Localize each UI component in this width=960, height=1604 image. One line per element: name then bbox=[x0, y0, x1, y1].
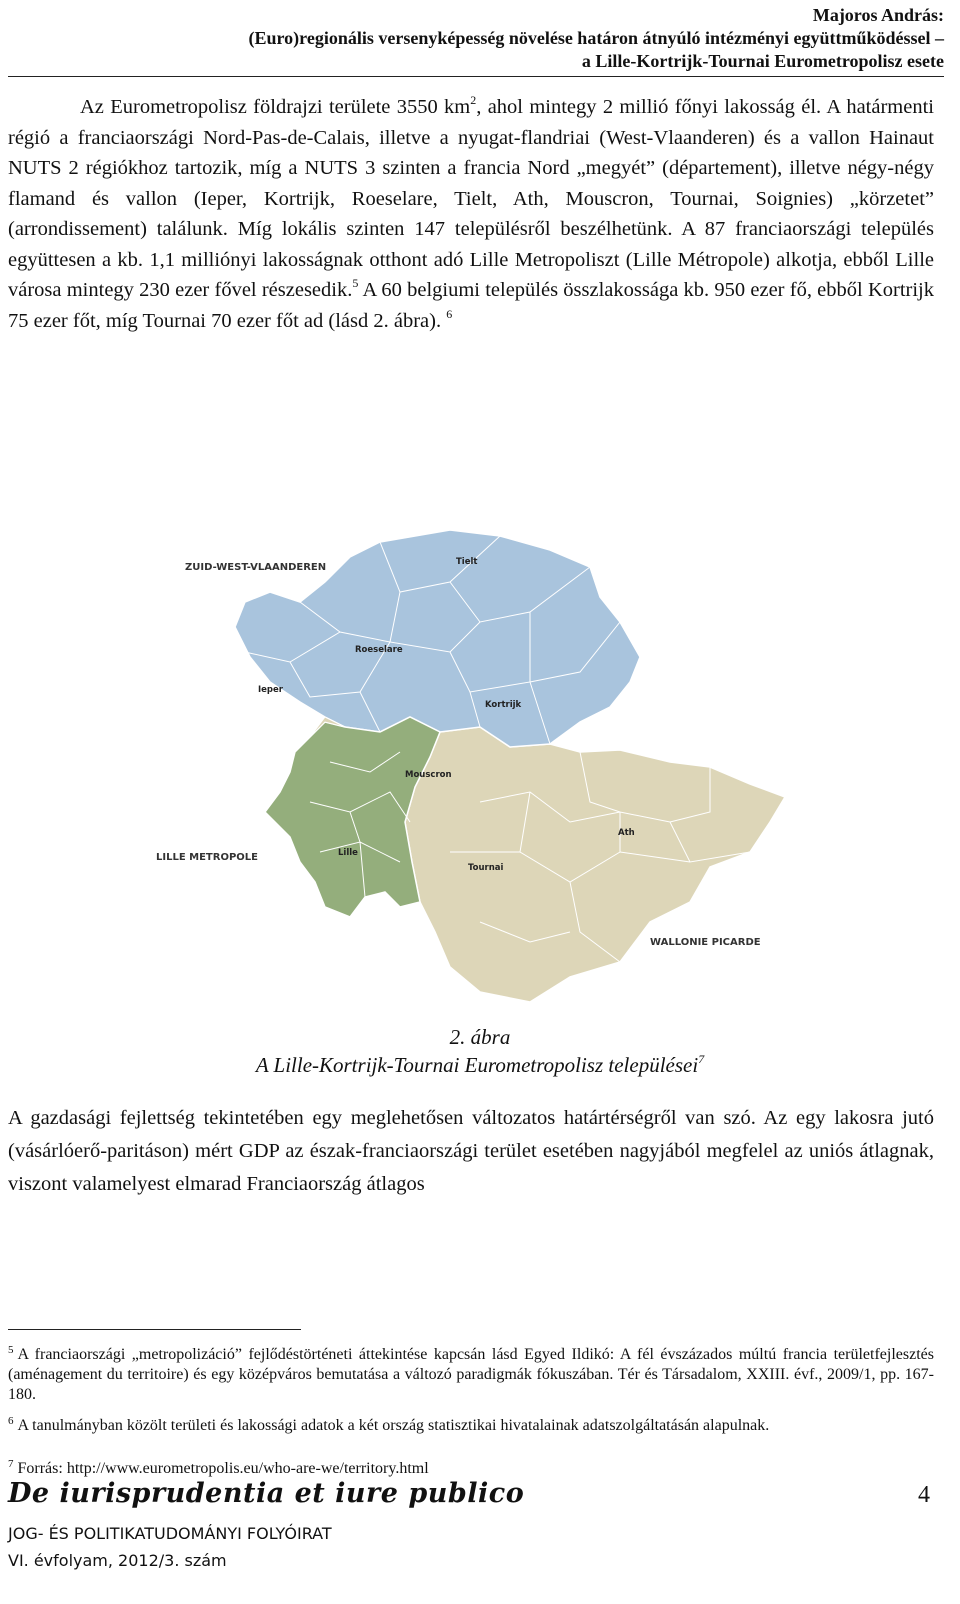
label-zuid-west-vlaanderen: ZUID-WEST-VLAANDEREN bbox=[185, 562, 327, 573]
label-roeselare: Roeselare bbox=[355, 645, 403, 655]
journal-volume: VI. évfolyam, 2012/3. szám bbox=[8, 1551, 227, 1570]
paragraph-text: Az Eurometropolisz földrajzi területe 3550 km bbox=[80, 96, 471, 118]
region-wallonie-picarde bbox=[405, 727, 785, 1002]
figure-title-text: A Lille-Kortrijk-Tournai Eurometropolisz települései bbox=[255, 1053, 699, 1077]
paragraph-territory bbox=[8, 92, 934, 336]
footnote-text: A franciaországi „metropolizáció” fejlődéstörténeti áttekintése kapcsán lásd Egyed Ildikó: A fél évszázados múltú francia területfejlesztés (aménagement du territoire) és egy középváros bemutatása a változó paradigmák fókuszában. Tér és Társadalom, XXIII. évf., 2009/1, pp. 167-180. bbox=[8, 1346, 934, 1403]
header-author: Majoros András: bbox=[812, 5, 944, 25]
header-rule bbox=[8, 76, 944, 77]
figure-number: 2. ábra bbox=[449, 1025, 511, 1049]
header-title-line1: (Euro)regionális versenyképesség növelése határon átnyúló intézményi együttműködéssel – bbox=[248, 28, 944, 48]
label-tournai: Tournai bbox=[468, 863, 504, 873]
footnote-ref-7[interactable]: 7 bbox=[698, 1052, 705, 1066]
label-mouscron: Mouscron bbox=[405, 770, 452, 780]
footnote-ref-5[interactable]: 5 bbox=[352, 276, 359, 290]
label-ath: Ath bbox=[618, 828, 635, 838]
paragraph-text: , ahol mintegy 2 millió főnyi lakosság él. A határmenti régió a franciaországi Nord-Pas-de-Calais, illetve a nyugat-flandriai (West-Vlaanderen) és a vallon Hainaut NUTS 2 régiókhoz tartozik, míg a NUTS 3 szinten a francia Nord „megyét” (département), illetve négy-négy flamand és vallon (Ieper, Kortrijk, Roeselare, Tielt, Ath, Mouscron, Tournai, Soignies) „körzetet” (arrondissement) találunk. Míg lokális szinten 147 településről beszélhetünk. A 87 franciaországi település együttesen a kb. 1,1 milliónyi lakosságnak otthont adó Lille Metropoliszt (Lille Métropole) alkotja, ebből Lille városa mintegy 230 ezer fővel részesedik. bbox=[8, 96, 934, 301]
paragraph-gdp: A gazdasági fejlettség tekintetében egy meglehetősen változatos határtérségről van szó. Az egy lakosra jutó (vásárlóerő-paritáson) mért GDP az észak-franciaországi terület esetében nagyjából megfelel az uniós átlagnak, viszont valamelyest elmarad Franciaország átlagos bbox=[8, 1107, 934, 1195]
label-ieper: Ieper bbox=[258, 685, 283, 695]
footnote-5 bbox=[8, 1340, 934, 1405]
paragraph-text: A 60 belgiumi település összlakossága kb. 950 ezer fő, ebből Kortrijk 75 ezer főt, míg Tournai 70 ezer főt ad (lásd 2. ábra). bbox=[8, 279, 935, 332]
footnote-mark: 6 bbox=[8, 1415, 14, 1427]
footnote-6 bbox=[8, 1411, 934, 1436]
footnote-mark: 5 bbox=[8, 1344, 14, 1356]
label-lille: Lille bbox=[338, 848, 358, 858]
figure-title bbox=[0, 1052, 960, 1078]
footnote-rule bbox=[8, 1329, 301, 1330]
label-tielt: Tielt bbox=[456, 557, 478, 567]
label-wallonie-picarde: WALLONIE PICARDE bbox=[650, 937, 761, 948]
eurometropolis-map bbox=[150, 522, 810, 1022]
area-superscript: 2 bbox=[470, 93, 477, 107]
footnote-source-link[interactable]: Forrás: http://www.eurometropolis.eu/who-are-we/territory.html bbox=[17, 1460, 429, 1477]
footnote-text: A tanulmányban közölt területi és lakossági adatok a két ország statisztikai hivatalainak adatszolgáltatásán alapulnak. bbox=[17, 1417, 770, 1434]
running-header bbox=[44, 4, 944, 73]
journal-subtitle: JOG- ÉS POLITIKATUDOMÁNYI FOLYÓIRAT bbox=[8, 1524, 332, 1543]
journal-title-script: De iurisprudentia et iure publico bbox=[8, 1478, 525, 1509]
label-lille-metropole: LILLE METROPOLE bbox=[156, 852, 258, 863]
page-number: 4 bbox=[918, 1482, 930, 1508]
label-kortrijk: Kortrijk bbox=[485, 700, 522, 710]
footnote-ref-6[interactable]: 6 bbox=[446, 306, 453, 321]
header-title-line2: a Lille-Kortrijk-Tournai Eurometropolisz esete bbox=[581, 51, 944, 71]
footnote-7 bbox=[8, 1454, 934, 1479]
footnote-mark: 7 bbox=[8, 1458, 14, 1470]
